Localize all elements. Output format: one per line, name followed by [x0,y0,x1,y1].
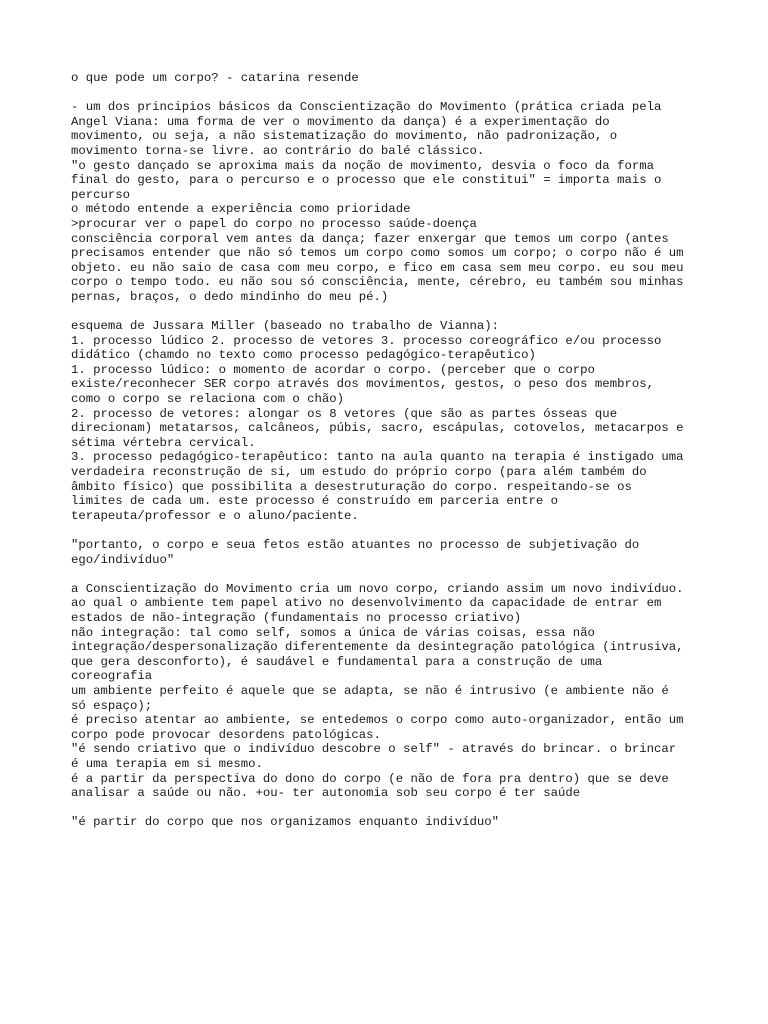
text-line: é uma terapia em si mesmo. [71,756,263,771]
text-line: "é sendo criativo que o indivíduo descobre o self" - através do brincar. o brincar [71,742,677,757]
text-line: terapeuta/professor e o aluno/paciente. [71,508,359,523]
text-line: sétima vértebra cervical. [71,435,256,450]
text-line: >procurar ver o papel do corpo no processo saúde-doença [71,216,477,231]
text-line: direcionam) metatarsos, calcâneos, púbis, sacro, escápulas, cotovelos, metacarpos e [71,421,684,436]
text-line: percurso [71,187,131,202]
text-paragraph [71,538,711,567]
text-line: corpo pode provocar desordens patológicas. [71,727,381,742]
text-paragraph [71,582,711,801]
text-line: verdadeira reconstrução de si, um estudo do próprio corpo (para além também do [71,465,647,480]
text-line: objeto. eu não saio de casa com meu corpo, e fico em casa sem meu corpo. eu sou meu [71,260,684,275]
document-page [71,71,711,844]
text-line: precisamos entender que não só temos um corpo como somos um corpo; o corpo não é um [71,246,684,261]
text-line: 2. processo de vetores: alongar os 8 vetores (que são as partes ósseas que [71,406,618,421]
text-line: o que pode um corpo? - catarina resende [71,71,359,85]
text-line: que gera desconforto), é saudável e fundamental para a construção de uma [71,654,603,669]
text-line: é preciso atentar ao ambiente, se entedemos o corpo como auto-organizador, então um [71,713,684,728]
text-line: - um dos principios básicos da Conscientização do Movimento (prática criada pela [71,100,662,115]
text-line: existe/reconhecer SER corpo através dos movimentos, gestos, o peso dos membros, [71,377,654,392]
text-paragraph [71,71,711,86]
text-line: só espaço); [71,698,153,713]
text-line: não integração: tal como self, somos a única de várias coisas, essa não [71,625,595,640]
text-paragraph [71,100,711,304]
text-line: 1. processo lúdico: o momento de acordar o corpo. (perceber que o corpo [71,362,595,377]
text-line: movimento torna-se livre. ao contrário do balé clássico. [71,143,485,158]
text-line: final do gesto, para o percurso e o processo que ele constitui" = importa mais o [71,173,662,188]
text-line: integração/despersonalização diferentemente da desintegração patológica (intrusiva, [71,640,684,655]
text-line: estados de não-integração (fundamentais no processo criativo) [71,610,522,625]
text-line: um ambiente perfeito é aquele que se adapta, se não é intrusivo (e ambiente não é [71,683,669,698]
text-line: Angel Viana: uma forma de ver o movimento da dança) é a experimentação do [71,114,610,129]
text-line: limites de cada um. este processo é construído em parceria entre o [71,494,559,509]
text-paragraph [71,319,711,523]
text-line: ao qual o ambiente tem papel ativo no desenvolvimento da capacidade de entrar em [71,596,662,611]
text-line: como o corpo se relaciona com o chão) [71,392,345,407]
text-line: coreografia [71,669,153,684]
text-line: ego/indivíduo" [71,552,175,567]
text-line: "é partir do corpo que nos organizamos enquanto indivíduo" [71,815,500,830]
text-line: analisar a saúde ou não. +ou- ter autonomia sob seu corpo é ter saúde [71,786,581,801]
text-line: 1. processo lúdico 2. processo de vetores 3. processo coreográfico e/ou processo [71,333,662,348]
text-paragraph [71,815,711,830]
text-line: o método entende a experiência como prioridade [71,202,411,217]
text-line: "o gesto dançado se aproxima mais da noção de movimento, desvia o foco da forma [71,158,654,173]
text-line: consciência corporal vem antes da dança; fazer enxergar que temos um corpo (antes [71,231,669,246]
text-line: esquema de Jussara Miller (baseado no trabalho de Vianna): [71,319,500,334]
text-line: pernas, braços, o dedo mindinho do meu pé.) [71,289,389,304]
text-line: 3. processo pedagógico-terapêutico: tanto na aula quanto na terapia é instigado uma [71,450,684,465]
text-line: "portanto, o corpo e seua fetos estão atuantes no processo de subjetivação do [71,538,640,552]
text-line: é a partir da perspectiva do dono do corpo (e não de fora pra dentro) que se deve [71,771,669,786]
text-line: âmbito físico) que possibilita a desestruturação do corpo. respeitando-se os [71,479,632,494]
text-line: a Conscientização do Movimento cria um novo corpo, criando assim um novo indivíduo. [71,581,684,596]
text-line: corpo o tempo todo. eu não sou só consciência, mente, cérebro, eu também sou minhas [71,275,684,290]
text-line: didático (chamdo no texto como processo pedagógico-terapêutico) [71,348,536,363]
text-line: movimento, ou seja, a não sistematização do movimento, não padronização, o [71,129,618,144]
